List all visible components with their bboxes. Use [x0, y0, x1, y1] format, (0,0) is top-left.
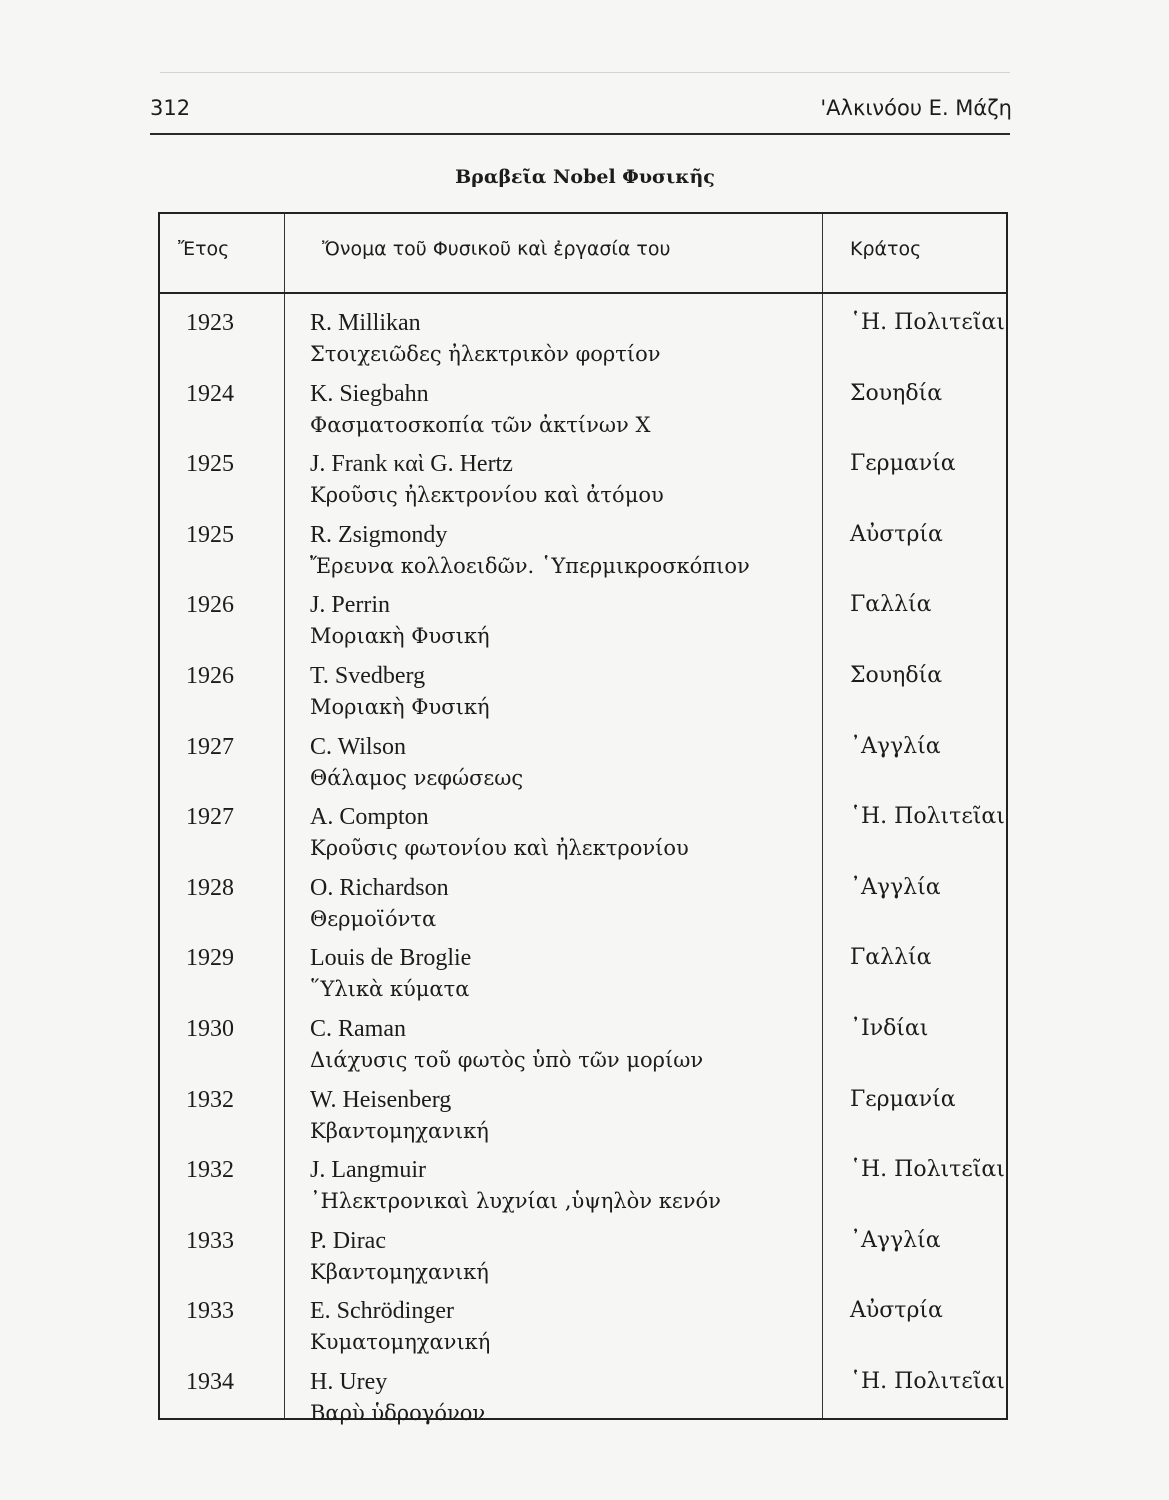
table-row	[160, 1077, 1010, 1148]
year-cell: 1925	[186, 451, 234, 478]
country-cell: ᾿Ινδίαι	[850, 1016, 929, 1041]
work-cell: Μοριακὴ Φυσική	[310, 695, 490, 719]
country-cell: ᾿Αγγλία	[850, 1227, 941, 1253]
name-cell: A. Compton	[310, 804, 429, 831]
name-cell: O. Richardson	[310, 874, 449, 901]
year-cell: 1932	[186, 1086, 234, 1113]
work-cell: Βαρὺ ὑδρογόνον	[310, 1401, 486, 1425]
country-cell: Σουηδία	[850, 380, 943, 406]
year-cell: 1925	[186, 521, 234, 548]
table-row	[160, 300, 1010, 371]
header-name: Ὄνομα τοῦ Φυσικοῦ καὶ ἐργασία του	[322, 238, 671, 260]
table-row	[160, 653, 1010, 724]
country-cell: ῾Η. Πολιτεῖαι	[850, 804, 1005, 830]
table-title: Βραβεῖα Nobel Φυσικῆς	[455, 166, 715, 188]
page-number: 312	[150, 96, 191, 120]
header-divider	[160, 292, 1006, 294]
year-cell: 1926	[186, 592, 234, 619]
name-cell: E. Schrödinger	[310, 1298, 454, 1325]
work-cell: Κροῦσις φωτονίου καὶ ἠλεκτρονίου	[310, 836, 689, 861]
name-cell: C. Wilson	[310, 733, 406, 760]
table-row	[160, 1147, 1010, 1218]
name-cell: J. Langmuir	[310, 1157, 426, 1184]
country-cell: Γαλλία	[850, 945, 932, 971]
work-cell: Θάλαμος νεφώσεως	[310, 765, 524, 790]
work-cell: Κβαντομηχανική	[310, 1259, 489, 1284]
table-row	[160, 441, 1010, 512]
country-cell: Γαλλία	[850, 592, 932, 618]
year-cell: 1928	[186, 874, 234, 901]
header-year: Ἔτος	[178, 238, 230, 260]
header-rule	[150, 133, 1010, 135]
name-cell: R. Zsigmondy	[310, 521, 448, 548]
name-cell: J. Perrin	[310, 592, 390, 619]
name-cell: K. Siegbahn	[310, 380, 429, 407]
name-cell: T. Svedberg	[310, 663, 426, 689]
work-cell: Διάχυσις τοῦ φωτὸς ὑπὸ τῶν μορίων	[310, 1048, 704, 1072]
year-cell: 1923	[186, 310, 234, 336]
work-cell: Κροῦσις ἠλεκτρονίου καὶ ἀτόμου	[310, 483, 664, 508]
table-row	[160, 1218, 1010, 1289]
work-cell: Φασματοσκοπία τῶν ἀκτίνων X	[310, 412, 651, 437]
table-row	[160, 371, 1010, 442]
table-row	[160, 582, 1010, 653]
work-cell: ῞Υλικὰ κύματα	[310, 977, 470, 1002]
country-cell: ῾Η. Πολιτεῖαι	[850, 1157, 1005, 1183]
name-cell: R. Millikan	[310, 310, 421, 336]
table-row	[160, 512, 1010, 583]
year-cell: 1927	[186, 733, 234, 760]
header-country: Κράτος	[850, 238, 922, 260]
country-cell: Αὐστρία	[850, 521, 943, 547]
table-row	[160, 1006, 1010, 1077]
country-cell: ᾿Αγγλία	[850, 733, 941, 759]
name-cell: H. Urey	[310, 1369, 388, 1395]
nobel-table	[158, 212, 1008, 1425]
running-head: 'Αλκινόου Ε. Μάζη	[820, 96, 1012, 120]
year-cell: 1927	[186, 804, 234, 831]
work-cell: Στοιχειῶδες ἠλεκτρικὸν φορτίον	[310, 342, 661, 366]
table-row	[160, 794, 1010, 865]
name-cell: W. Heisenberg	[310, 1086, 452, 1113]
country-cell: ῾Η. Πολιτεῖαι	[850, 310, 1005, 335]
country-cell: Γερμανία	[850, 1086, 956, 1112]
year-cell: 1933	[186, 1298, 234, 1325]
table-row	[160, 724, 1010, 795]
year-cell: 1924	[186, 380, 234, 407]
work-cell: ᾿Ηλεκτρονικαὶ λυχνίαι ,ὑψηλὸν κενόν	[310, 1189, 721, 1214]
name-cell: Louis de Broglie	[310, 945, 472, 972]
country-cell: Γερμανία	[850, 451, 956, 477]
work-cell: Θερμοϊόντα	[310, 906, 437, 931]
table-row	[160, 1359, 1010, 1430]
year-cell: 1932	[186, 1157, 234, 1184]
country-cell: Σουηδία	[850, 663, 943, 688]
year-cell: 1934	[186, 1369, 234, 1395]
work-cell: Κυματομηχανική	[310, 1330, 491, 1355]
name-cell: C. Raman	[310, 1016, 406, 1042]
faded-top-rule	[160, 72, 1010, 73]
table-row	[160, 935, 1010, 1006]
table-row	[160, 1288, 1010, 1359]
year-cell: 1930	[186, 1016, 234, 1042]
year-cell: 1933	[186, 1227, 234, 1254]
name-cell: J. Frank καὶ G. Hertz	[310, 451, 513, 478]
work-cell: Μοριακὴ Φυσική	[310, 624, 490, 649]
year-cell: 1926	[186, 663, 234, 689]
country-cell: Αὐστρία	[850, 1298, 943, 1324]
country-cell: ᾿Αγγλία	[850, 874, 941, 900]
country-cell: ῾Η. Πολιτεῖαι	[850, 1369, 1005, 1394]
work-cell: Ἔρευνα κολλοειδῶν. ῾Υπερμικροσκόπιον	[310, 553, 750, 578]
table-row	[160, 865, 1010, 936]
work-cell: Κβαντομηχανική	[310, 1118, 489, 1143]
year-cell: 1929	[186, 945, 234, 972]
name-cell: P. Dirac	[310, 1227, 386, 1254]
